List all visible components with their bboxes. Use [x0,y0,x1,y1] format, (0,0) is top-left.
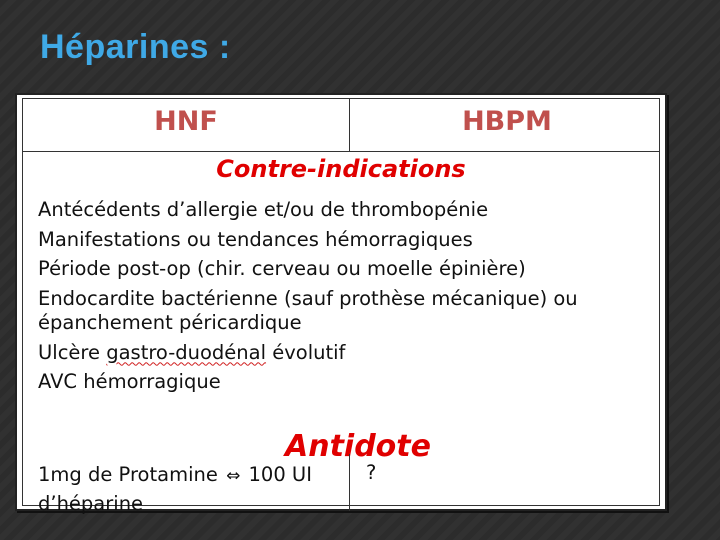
table-header-row [23,99,659,152]
header-hbpm: HBPM [462,106,552,137]
antidote-hbpm: ? [366,461,377,484]
list-item [38,338,648,368]
header-hnf: HNF [23,99,350,151]
column-divider [349,454,350,511]
slide-title: Héparines : [40,28,231,66]
antidote-title: Antidote [285,429,431,464]
contraindications-title: Contre-indications [216,155,466,183]
contraindications-list [38,195,648,397]
list-item: Période post-op (chir. cerveau ou moelle épinière) [38,257,526,280]
comparison-table [22,98,660,515]
ulcer-prefix: Ulcère [38,340,107,364]
antidote-part1: 1mg de Protamine [38,463,218,486]
list-item: AVC hémorragique [38,370,221,393]
list-item: Manifestations ou tendances hémorragiques [38,227,473,251]
ulcer-suffix: évolutif [266,340,346,364]
list-item: Antécédents d’allergie et/ou de thrombopénie [38,198,489,221]
list-item: Endocardite bactérienne (sauf prothèse mécanique) ou épanchement péricardique [38,286,578,334]
antidote-part2: 100 UI d’héparine [38,463,312,515]
equivalence-arrow-icon: ⇔ [226,466,241,486]
antidote-hnf [38,461,338,517]
spellcheck-marked-text: gastro-duodénal [106,340,267,364]
content-card [15,93,667,515]
